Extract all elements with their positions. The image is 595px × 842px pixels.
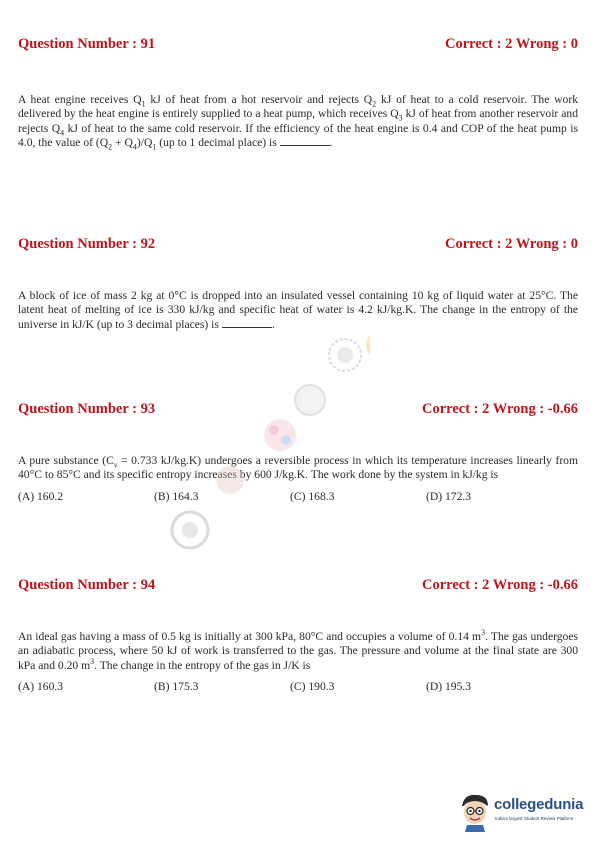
answer-blank: [222, 318, 272, 328]
question-text: A pure substance ($C_v = 0.733$ kJ/kg.K) undergoes a reversible process in which its temperature increases linearly from 40°C to 85°C and its specific entropy increases by 600 J/kg.K. The work done by the system in kJ/kg is: [18, 454, 578, 482]
question-number: Question Number : 94: [18, 577, 156, 593]
marks-label: Correct : 2 Wrong : -0.66: [422, 577, 578, 593]
option-a[interactable]: (A) 160.3: [18, 680, 64, 694]
question-block-91: [18, 36, 578, 151]
marks-label: Correct : 2 Wrong : 0: [444, 236, 578, 252]
question-header: [18, 236, 578, 253]
option-c[interactable]: (C) 168.3: [290, 489, 335, 503]
marks-label: Correct : 2 Wrong : -0.66: [422, 401, 578, 417]
question-number: Question Number : 91: [18, 36, 156, 52]
question-block-92: [18, 236, 578, 332]
watermark-seals-icon: [170, 330, 370, 550]
question-header: [18, 577, 578, 594]
option-c[interactable]: (C) 190.3: [290, 680, 335, 694]
logo-tagline: India's largest Student Review Platform: [495, 816, 574, 821]
options-row: [18, 680, 578, 693]
question-number: Question Number : 92: [18, 236, 156, 252]
marks-label: Correct : 2 Wrong : 0: [444, 36, 578, 52]
question-header: [18, 36, 578, 53]
question-text: A heat engine receives $Q_1$ kJ of heat from a hot reservoir and rejects $Q_2$ kJ of heat to a cold reservoir. The work delivered by the heat engine is entirely supplied to a heat pump, which receives $Q_3$ kJ of heat from another reservoir and rejects $Q_4$ kJ of heat to the same cold reservoir. If the efficiency of the heat engine is 0.4 and COP of the heat pump is 4.0, the value of $(Q_2 + Q_4)/Q_1$ (up to 1 decimal place) is .: [18, 93, 579, 152]
logo-wordmark: collegedunia: [494, 796, 584, 813]
answer-blank: [280, 136, 330, 146]
question-text: A block of ice of mass 2 kg at 0°C is dropped into an insulated vessel containing 10 kg of liquid water at 25°C. The latent heat of melting of ice is 330 kJ/kg and specific heat of water is 4.2 kJ/kg.K. The change in the entropy of the universe in kJ/K (up to 3 decimal places) is .: [18, 289, 578, 331]
option-a[interactable]: (A) 160.2: [18, 489, 64, 503]
collegedunia-logo: [458, 792, 588, 832]
option-d[interactable]: (D) 195.3: [426, 680, 472, 694]
option-b[interactable]: (B) 164.3: [154, 489, 199, 503]
question-block-94: [18, 577, 578, 693]
mascot-face-icon: [458, 792, 492, 832]
question-number: Question Number : 93: [18, 401, 156, 417]
option-d[interactable]: (D) 172.3: [426, 489, 472, 503]
question-text: An ideal gas having a mass of 0.5 kg is initially at 300 kPa, 80°C and occupies a volume of 0.14 $m^3$. The gas undergoes an adiabatic process, where 50 kJ of work is transferred to the gas. The pressure and volume at the final state are 300 kPa and 0.20 $m^3$. The change in the entropy of the gas in J/K is: [18, 628, 578, 672]
option-b[interactable]: (B) 175.3: [154, 680, 199, 694]
